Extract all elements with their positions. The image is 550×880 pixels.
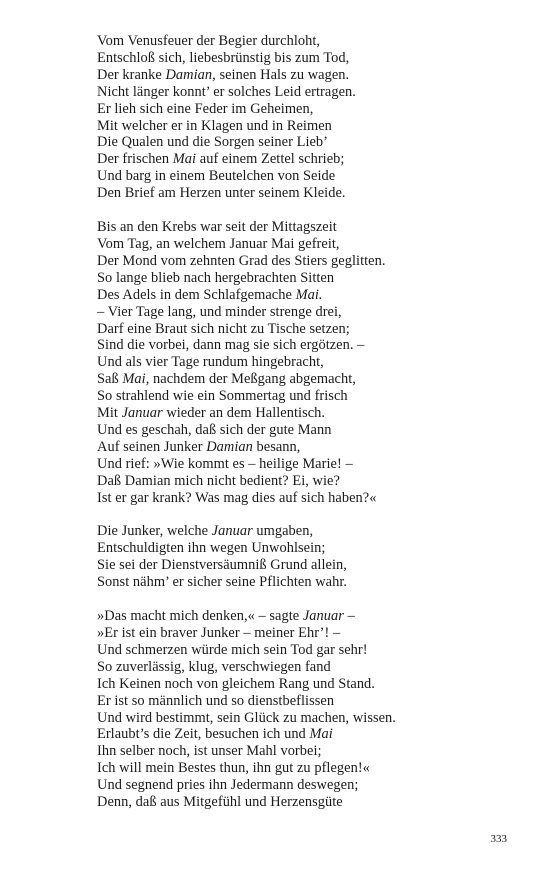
verse-text: Vom Tag, an welchem Januar Mai gefreit, [97,235,340,252]
verse-text: Ich Keinen noch von gleichem Rang und Stand. [97,675,375,692]
verse-text: Die Junker, welche [97,523,212,540]
verse-text: Der kranke [97,66,166,83]
verse-text: Ihn selber noch, ist unser Mahl vorbei; [97,743,322,760]
verse-line [97,642,517,659]
verse-line [97,321,517,338]
verse-line [97,236,517,253]
verse-text: Denn, daß aus Mitgefühl und Herzensgüte [97,794,343,811]
verse-line [97,608,517,625]
verse-text: seinen Hals zu wagen. [215,66,350,83]
verse-line [97,118,517,135]
verse-line [97,371,517,388]
verse-text: – Vier Tage lang, und minder strenge drei, [97,303,342,320]
verse-text: Ist er gar krank? Was mag dies auf sich haben?« [97,489,377,506]
verse-text: Und es geschah, daß sich der gute Mann [97,421,332,438]
verse-line [97,67,517,84]
stanza [97,523,517,591]
verse-text: Und schmerzen würde mich sein Tod gar sehr! [97,641,368,658]
verse-text: Der frischen [97,151,173,168]
verse-text: Vom Venusfeuer der Begier durchloht, [97,33,321,49]
italic-name: Damian [206,438,253,455]
verse-line [97,760,517,777]
verse-line [97,676,517,693]
verse-text: – [343,608,355,625]
verse-text: Und als vier Tage rundum hingebracht, [97,354,324,371]
verse-line [97,270,517,287]
verse-text: Sonst nähm’ er sicher seine Pflichten wahr. [97,574,348,591]
verse-text: Des Adels in dem Schlafgemache [97,286,296,303]
verse-text: Sind die vorbei, dann mag sie sich ergötzen. – [97,337,365,354]
verse-line [97,523,517,540]
verse-text: Und barg in einem Beutelchen von Seide [97,168,336,185]
verse-line [97,151,517,168]
verse-line [97,84,517,101]
verse-text: Nicht länger konnt’ er solches Leid ertragen. [97,83,356,100]
verse-line [97,304,517,321]
italic-name: Mai [309,726,333,743]
verse-text: Er ist so männlich und so dienstbeflissen [97,692,335,709]
verse-line [97,219,517,236]
verse-line [97,490,517,507]
verse-line [97,354,517,371]
verse-text: Und rief: »Wie kommt es – heilige Marie! – [97,455,353,472]
verse-text: Entschuldigten ihn wegen Unwohlsein; [97,540,326,557]
verse-text: Ich will mein Bestes thun, ihn gut zu pflegen!« [97,760,370,777]
verse-text: nachdem der Meßgang abgemacht, [149,371,356,388]
verse-text: Den Brief am Herzen unter seinem Kleide. [97,185,346,202]
verse-text: So strahlend wie ein Sommertag und frisch [97,388,348,405]
italic-name: Januar [302,608,344,625]
verse-line [97,473,517,490]
verse-text: »Er ist ein braver Junker – meiner Ehr’! – [97,625,341,641]
verse-line [97,743,517,760]
verse-line [97,726,517,743]
verse-line [97,557,517,574]
verse-line [97,185,517,202]
verse-line [97,168,517,185]
verse-text: So lange blieb nach hergebrachten Sitten [97,269,335,286]
verse-line [97,794,517,811]
verse-text: Bis an den Krebs war seit der Mittagszeit [97,219,337,236]
verse-text: »Das macht mich denken,« – sagte [97,608,303,625]
stanza [97,608,517,811]
verse-line [97,439,517,456]
verse-text: wieder an dem Hallentisch. [162,405,326,422]
verse-line [97,134,517,151]
italic-name: Damian, [165,66,216,83]
verse-text: umgaben, [252,523,314,540]
verse-text: Mit [97,405,122,422]
verse-line [97,337,517,354]
verse-line [97,33,517,50]
verse-line [97,253,517,270]
verse-line [97,422,517,439]
italic-name: Januar [121,405,163,422]
verse-line [97,405,517,422]
verse-text: Er lieh sich eine Feder im Geheimen, [97,100,314,117]
stanza [97,219,517,506]
verse-text: Und segnend pries ihn Jedermann deswegen; [97,777,359,794]
verse-line [97,50,517,67]
verse-text: Erlaubt’s die Zeit, besuchen ich und [97,726,310,743]
poem-text [97,33,517,828]
verse-text: Saß [97,371,123,388]
italic-name: Mai [172,151,197,168]
verse-text: Die Qualen und die Sorgen seiner Lieb’ [97,134,329,151]
verse-text: Sie sei der Dienstversäumniß Grund allein, [97,557,347,574]
verse-line [97,659,517,676]
verse-line [97,287,517,304]
verse-line [97,693,517,710]
italic-name: Mai, [122,371,150,388]
verse-line [97,574,517,591]
verse-text: Daß Damian mich nicht bedient? Ei, wie? [97,472,340,489]
verse-line [97,456,517,473]
verse-text: Und wird bestimmt, sein Glück zu machen, wissen. [97,709,396,726]
verse-text: So zuverlässig, klug, verschwiegen fand [97,658,331,675]
italic-name: Mai. [295,286,323,303]
verse-text: Auf seinen Junker [97,438,207,455]
verse-line [97,710,517,727]
verse-text: Entschloß sich, liebesbrünstig bis zum Tod, [97,49,350,66]
stanza [97,33,517,202]
verse-text: Darf eine Braut sich nicht zu Tische setzen; [97,320,350,337]
verse-text: Der Mond vom zehnten Grad des Stiers geglitten. [97,252,386,269]
page-number: 333 [490,833,507,845]
verse-line [97,388,517,405]
verse-line [97,777,517,794]
verse-line [97,625,517,642]
verse-line [97,540,517,557]
verse-text: besann, [252,438,301,455]
italic-name: Januar [211,523,253,540]
verse-text: auf einem Zettel schrieb; [196,151,345,168]
verse-line [97,101,517,118]
verse-text: Mit welcher er in Klagen und in Reimen [97,117,332,134]
